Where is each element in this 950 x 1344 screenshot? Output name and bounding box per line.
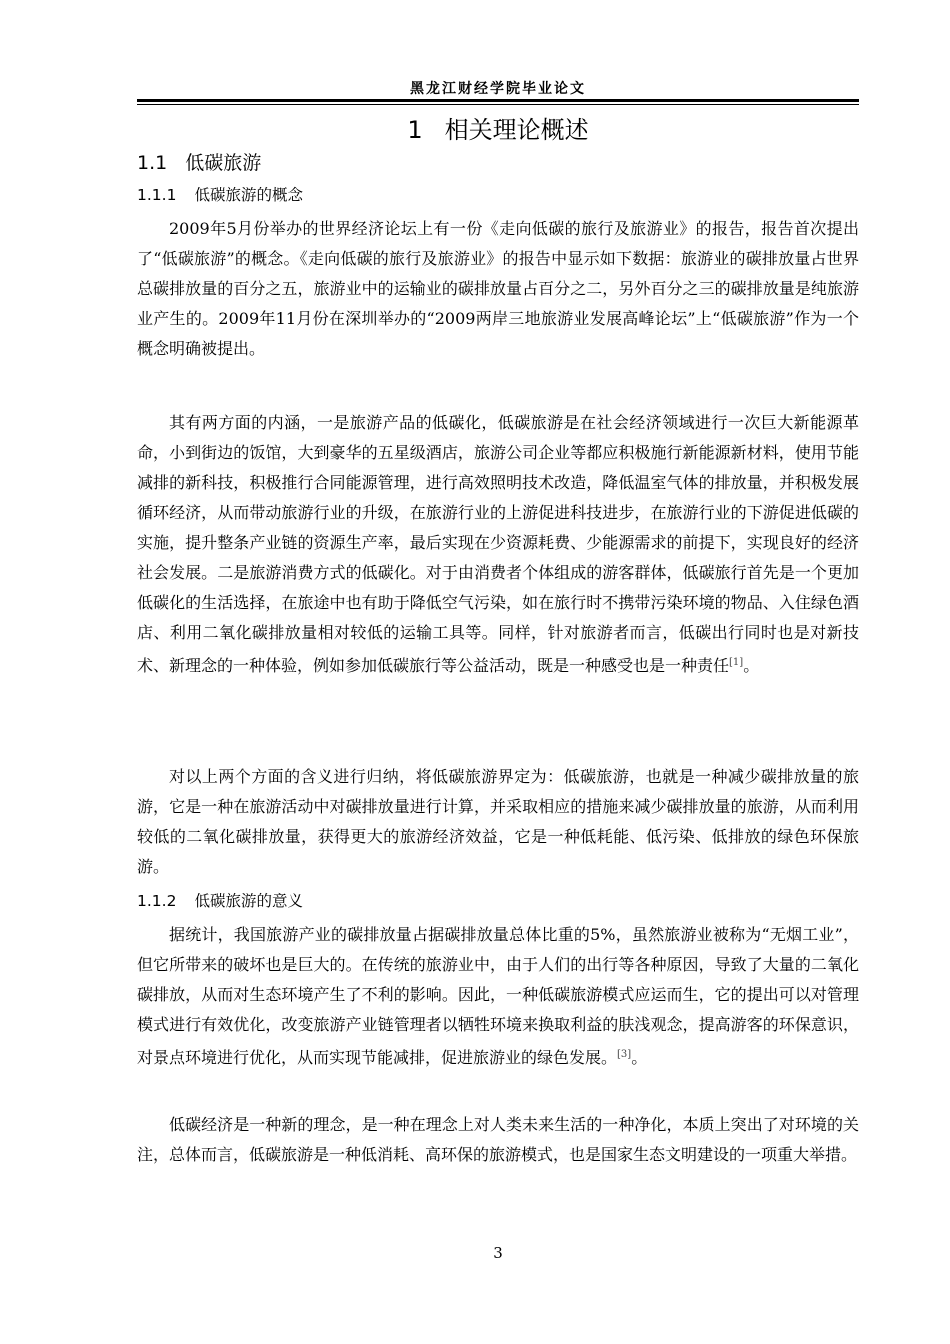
paragraph-concept-definition xyxy=(137,762,859,882)
paragraph-significance-summary xyxy=(137,1110,859,1170)
paragraph-tail: 。 xyxy=(631,1048,648,1067)
subsection-heading-significance xyxy=(137,890,303,912)
chapter-title: 相关理论概述 xyxy=(444,116,589,144)
subsection-number: 1.1.2 xyxy=(137,892,177,910)
chapter-number: 1 xyxy=(407,116,423,144)
running-header: 黑龙江财经学院毕业论文 xyxy=(410,81,586,97)
subsection-number: 1.1.1 xyxy=(137,186,177,204)
section-title: 低碳旅游 xyxy=(185,152,262,174)
paragraph-concept-meanings xyxy=(137,408,859,681)
citation-marker: [3] xyxy=(617,1049,632,1060)
chapter-heading xyxy=(137,114,859,146)
header-rule-thin xyxy=(137,104,859,105)
paragraph-text: 低碳经济是一种新的理念，是一种在理念上对人类未来生活的一种净化，本质上突出了对环境的关注，总体而言，低碳旅游是一种低消耗、高环保的旅游模式，也是国家生态文明建设的一项重大举措。 xyxy=(137,1115,859,1164)
page-number: 3 xyxy=(493,1244,503,1262)
paragraph-concept-intro xyxy=(137,214,859,364)
paragraph-text: 对以上两个方面的含义进行归纳，将低碳旅游界定为：低碳旅游，也就是一种减少碳排放量的旅游，它是一种在旅游活动中对碳排放量进行计算，并采取相应的措施来减少碳排放量的旅游，从而利用较低的二氧化碳排放量，获得更大的旅游经济效益，它是一种低耗能、低污染、低排放的绿色环保旅游。 xyxy=(137,767,859,876)
paragraph-text: 据统计，我国旅游产业的碳排放量占据碳排放量总体比重的5%，虽然旅游业被称为“无烟工业”，但它所带来的破坏也是巨大的。在传统的旅游业中，由于人们的出行等各种原因，导致了大量的二氧化碳排放，从而对生态环境产生了不利的影响。因此，一种低碳旅游模式应运而生，它的提出可以对管理模式进行有效优化，改变旅游产业链管理者以牺牲环境来换取利益的肤浅观念，提高游客的环保意识，对景点环境进行优化，从而实现节能减排，促进旅游业的绿色发展。 xyxy=(137,925,859,1067)
header-rule-thick xyxy=(137,99,859,102)
subsection-title: 低碳旅游的概念 xyxy=(194,186,303,204)
subsection-heading-concept xyxy=(137,184,303,206)
paragraph-text: 2009年5月份举办的世界经济论坛上有一份《走向低碳的旅行及旅游业》的报告，报告首次提出了“低碳旅游”的概念。《走向低碳的旅行及旅游业》的报告中显示如下数据：旅游业的碳排放量占世界总碳排放量的百分之五，旅游业中的运输业的碳排放量占百分之二，另外百分之三的碳排放量是纯旅游业产生的。2009年11月份在深圳举办的“2009两岸三地旅游业发展高峰论坛”上“低碳旅游”作为一个概念明确被提出。 xyxy=(137,219,859,358)
paragraph-significance-stats xyxy=(137,920,859,1073)
paragraph-tail: 。 xyxy=(743,656,760,675)
paragraph-text: 其有两方面的内涵，一是旅游产品的低碳化，低碳旅游是在社会经济领域进行一次巨大新能源革命，小到街边的饭馆，大到豪华的五星级酒店，旅游公司企业等都应积极施行新能源新材料，使用节能减排的新科技，积极推行合同能源管理，进行高效照明技术改造，降低温室气体的排放量，并积极发展循环经济，从而带动旅游行业的升级，在旅游行业的上游促进科技进步，在旅游行业的下游促进低碳的实施，提升整条产业链的资源生产率，最后实现在少资源耗费、少能源需求的前提下，实现良好的经济社会发展。二是旅游消费方式的低碳化。对于由消费者个体组成的游客群体，低碳旅行首先是一个更加低碳化的生活选择，在旅途中也有助于降低空气污染，如在旅行时不携带污染环境的物品、入住绿色酒店、利用二氧化碳排放量相对较低的运输工具等。同样，针对旅游者而言，低碳出行同时也是对新技术、新理念的一种体验，例如参加低碳旅行等公益活动，既是一种感受也是一种责任 xyxy=(137,413,859,675)
subsection-title: 低碳旅游的意义 xyxy=(194,892,303,910)
section-heading xyxy=(137,150,261,176)
citation-marker: [1] xyxy=(729,657,744,668)
section-number: 1.1 xyxy=(137,152,168,174)
